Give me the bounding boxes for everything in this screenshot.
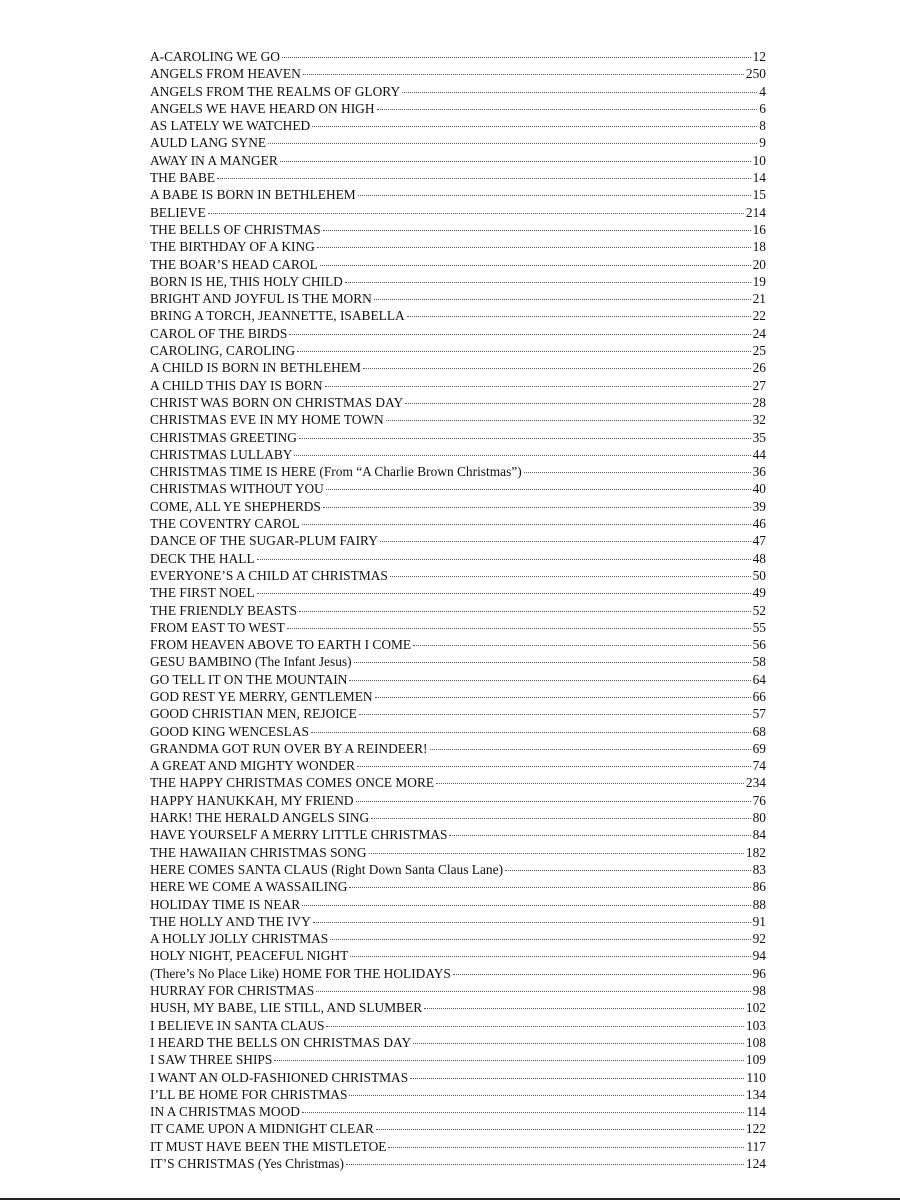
toc-entry-title: THE BABE (150, 170, 216, 186)
toc-entry[interactable] (150, 411, 766, 428)
toc-entry-page-number: 35 (752, 429, 766, 445)
toc-entry[interactable] (150, 861, 766, 878)
dot-leader (375, 696, 751, 698)
dot-leader (257, 592, 751, 594)
toc-entry-page-number: 12 (752, 49, 766, 64)
dot-leader (349, 679, 750, 681)
dot-leader (287, 627, 751, 629)
toc-entry[interactable] (150, 844, 766, 861)
toc-entry-page-number: 14 (752, 170, 766, 186)
dot-leader (323, 506, 751, 508)
toc-entry[interactable] (150, 238, 766, 255)
toc-entry-title: BELIEVE (150, 204, 206, 220)
toc-entry-title: ANGELS FROM HEAVEN (150, 66, 301, 82)
dot-leader (297, 350, 751, 352)
toc-entry-page-number: 8 (759, 118, 766, 134)
dot-leader (323, 229, 751, 231)
toc-entry[interactable] (150, 498, 766, 515)
toc-entry[interactable] (150, 1034, 766, 1051)
toc-entry[interactable] (150, 359, 766, 376)
toc-entry-page-number: 32 (752, 412, 766, 428)
toc-entry-title: CAROL OF THE BIRDS (150, 325, 288, 341)
toc-entry-page-number: 26 (752, 360, 766, 376)
dot-leader (299, 437, 751, 439)
dot-leader (357, 765, 751, 767)
toc-entry-page-number: 250 (745, 66, 766, 82)
toc-entry-title: IT CAME UPON A MIDNIGHT CLEAR (150, 1121, 374, 1137)
toc-entry-page-number: 110 (746, 1069, 766, 1085)
dot-leader (436, 782, 744, 784)
toc-entry-title: FROM HEAVEN ABOVE TO EARTH I COME (150, 637, 412, 653)
dot-leader (363, 367, 751, 369)
dot-leader (317, 246, 751, 248)
toc-entry-page-number: 24 (752, 325, 766, 341)
toc-entry[interactable] (150, 463, 766, 480)
toc-entry[interactable] (150, 1086, 766, 1103)
toc-entry-page-number: 19 (752, 273, 766, 289)
toc-entry-title: GOD REST YE MERRY, GENTLEMEN (150, 688, 373, 704)
dot-leader (388, 1146, 744, 1148)
toc-entry-page-number: 109 (745, 1052, 766, 1068)
dot-leader (350, 955, 750, 957)
toc-entry-page-number: 10 (752, 152, 766, 168)
toc-entry-page-number: 234 (745, 775, 766, 791)
toc-entry-title: THE FRIENDLY BEASTS (150, 602, 297, 618)
toc-entry-page-number: 57 (752, 706, 766, 722)
dot-leader (294, 454, 750, 456)
toc-entry-page-number: 44 (752, 446, 766, 462)
toc-entry-page-number: 117 (746, 1138, 766, 1154)
dot-leader (377, 108, 758, 110)
toc-entry-title: HURRAY FOR CHRISTMAS (150, 983, 315, 999)
toc-entry[interactable] (150, 671, 766, 688)
toc-entry-title: CHRISTMAS GREETING (150, 429, 297, 445)
dot-leader (312, 125, 757, 127)
toc-entry[interactable] (150, 152, 766, 169)
dot-leader (449, 834, 750, 836)
toc-entry-page-number: 86 (752, 879, 766, 895)
toc-entry-title: AS LATELY WE WATCHED (150, 118, 311, 134)
toc-entry[interactable] (150, 550, 766, 567)
toc-entry-page-number: 52 (752, 602, 766, 618)
toc-entry[interactable] (150, 256, 766, 273)
toc-entry-title: A BABE IS BORN IN BETHLEHEM (150, 187, 356, 203)
toc-entry[interactable] (150, 947, 766, 964)
toc-entry-title: BRIGHT AND JOYFUL IS THE MORN (150, 291, 372, 307)
dot-leader (376, 1128, 744, 1130)
toc-entry[interactable] (150, 619, 766, 636)
toc-entry[interactable] (150, 134, 766, 151)
toc-entry-title: THE HOLLY AND THE IVY (150, 913, 311, 929)
toc-entry-page-number: 74 (752, 758, 766, 774)
toc-entry-title: HOLY NIGHT, PEACEFUL NIGHT (150, 948, 349, 964)
dot-leader (303, 73, 744, 75)
toc-entry[interactable] (150, 878, 766, 895)
toc-entry[interactable] (150, 204, 766, 221)
toc-entry[interactable] (150, 290, 766, 307)
dot-leader (386, 419, 751, 421)
dot-leader (505, 869, 751, 871)
toc-entry[interactable] (150, 723, 766, 740)
dot-leader (374, 298, 751, 300)
toc-entry-page-number: 6 (759, 100, 766, 116)
toc-entry[interactable] (150, 117, 766, 134)
toc-entry[interactable] (150, 48, 766, 65)
toc-entry-title: CHRISTMAS WITHOUT YOU (150, 481, 324, 497)
dot-leader (217, 177, 751, 179)
toc-entry[interactable] (150, 1103, 766, 1120)
toc-entry[interactable] (150, 602, 766, 619)
toc-entry-page-number: 15 (752, 187, 766, 203)
toc-entry-title: I WANT AN OLD-FASHIONED CHRISTMAS (150, 1069, 409, 1085)
toc-entry-page-number: 58 (752, 654, 766, 670)
dot-leader (208, 212, 744, 214)
toc-entry-page-number: 22 (752, 308, 766, 324)
toc-entry-page-number: 96 (752, 965, 766, 981)
toc-entry[interactable] (150, 705, 766, 722)
toc-entry-page-number: 56 (752, 637, 766, 653)
dot-leader (349, 886, 750, 888)
toc-entry-title: AWAY IN A MANGER (150, 152, 278, 168)
dot-leader (346, 1163, 744, 1165)
toc-entry[interactable] (150, 965, 766, 982)
dot-leader (453, 973, 751, 975)
dot-leader (302, 904, 750, 906)
toc-entry-page-number: 46 (752, 516, 766, 532)
toc-entry[interactable] (150, 83, 766, 100)
toc-entry-page-number: 21 (752, 291, 766, 307)
dot-leader (313, 921, 751, 923)
toc-entry-title: (There’s No Place Like) HOME FOR THE HOLIDAYS (150, 965, 451, 981)
dot-leader (316, 990, 750, 992)
toc-entry-title: HARK! THE HERALD ANGELS SING (150, 810, 370, 826)
toc-entry-title: CHRISTMAS EVE IN MY HOME TOWN (150, 412, 384, 428)
toc-entry[interactable] (150, 446, 766, 463)
toc-entry[interactable] (150, 913, 766, 930)
toc-entry-page-number: 39 (752, 498, 766, 514)
dot-leader (410, 1077, 744, 1079)
toc-entry-title: GO TELL IT ON THE MOUNTAIN (150, 671, 348, 687)
dot-leader (359, 713, 751, 715)
toc-entry-page-number: 50 (752, 567, 766, 583)
dot-leader (369, 852, 744, 854)
toc-entry-page-number: 69 (752, 740, 766, 756)
toc-entry-page-number: 28 (752, 394, 766, 410)
toc-entry-title: HAVE YOURSELF A MERRY LITTLE CHRISTMAS (150, 827, 448, 843)
toc-entry-page-number: 9 (759, 135, 766, 151)
dot-leader (320, 264, 751, 266)
toc-entry-title: BORN IS HE, THIS HOLY CHILD (150, 273, 343, 289)
dot-leader (326, 1025, 743, 1027)
dot-leader (354, 661, 751, 663)
toc-entry-page-number: 103 (745, 1017, 766, 1033)
dot-leader (268, 142, 757, 144)
toc-entry-page-number: 122 (745, 1121, 766, 1137)
toc-entry[interactable] (150, 394, 766, 411)
toc-entry-page-number: 83 (752, 861, 766, 877)
toc-entry-title: IT’S CHRISTMAS (Yes Christmas) (150, 1156, 344, 1171)
toc-entry[interactable] (150, 982, 766, 999)
toc-entry-title: GOOD KING WENCESLAS (150, 723, 309, 739)
toc-entry-title: IT MUST HAVE BEEN THE MISTLETOE (150, 1138, 387, 1154)
toc-entry[interactable] (150, 930, 766, 947)
toc-entry[interactable] (150, 515, 766, 532)
toc-entry-page-number: 18 (752, 239, 766, 255)
toc-entry-page-number: 16 (752, 221, 766, 237)
toc-entry-page-number: 48 (752, 550, 766, 566)
toc-entry-title: A CHILD IS BORN IN BETHLEHEM (150, 360, 361, 376)
toc-entry[interactable] (150, 584, 766, 601)
toc-entry-title: I BELIEVE IN SANTA CLAUS (150, 1017, 325, 1033)
toc-entry-title: ANGELS FROM THE REALMS OF GLORY (150, 83, 401, 99)
dot-leader (402, 91, 757, 93)
toc-entry-title: DECK THE HALL (150, 550, 255, 566)
toc-entry-title: A GREAT AND MIGHTY WONDER (150, 758, 356, 774)
dot-leader (413, 1042, 744, 1044)
toc-entry[interactable] (150, 342, 766, 359)
toc-entry-title: IN A CHRISTMAS MOOD (150, 1104, 300, 1120)
toc-entry-title: CAROLING, CAROLING (150, 343, 296, 359)
toc-entry[interactable] (150, 688, 766, 705)
toc-entry[interactable] (150, 1155, 766, 1172)
toc-entry[interactable] (150, 1120, 766, 1137)
toc-entry-title: HERE COMES SANTA CLAUS (Right Down Santa Claus Lane) (150, 861, 504, 877)
dot-leader (380, 540, 751, 542)
toc-entry[interactable] (150, 636, 766, 653)
toc-entry[interactable] (150, 567, 766, 584)
toc-entry-title: THE BIRTHDAY OF A KING (150, 239, 315, 255)
toc-entry[interactable] (150, 65, 766, 82)
toc-entry[interactable] (150, 999, 766, 1016)
toc-entry[interactable] (150, 325, 766, 342)
dot-leader (413, 644, 751, 646)
toc-entry-page-number: 80 (752, 810, 766, 826)
toc-entry-title: HAPPY HANUKKAH, MY FRIEND (150, 792, 354, 808)
toc-entry-page-number: 4 (759, 83, 766, 99)
toc-entry-page-number: 108 (745, 1034, 766, 1050)
toc-entry-title: GESU BAMBINO (The Infant Jesus) (150, 654, 352, 670)
toc-entry-page-number: 94 (752, 948, 766, 964)
toc-entry-title: THE HAPPY CHRISTMAS COMES ONCE MORE (150, 775, 435, 791)
toc-entry-title: GOOD CHRISTIAN MEN, REJOICE (150, 706, 357, 722)
toc-entry-page-number: 64 (752, 671, 766, 687)
dot-leader (430, 748, 751, 750)
toc-entry-title: CHRIST WAS BORN ON CHRISTMAS DAY (150, 394, 404, 410)
toc-entry-page-number: 182 (745, 844, 766, 860)
dot-leader (407, 315, 751, 317)
toc-entry-title: HOLIDAY TIME IS NEAR (150, 896, 301, 912)
toc-entry-title: ANGELS WE HAVE HEARD ON HIGH (150, 100, 375, 116)
toc-entry[interactable] (150, 307, 766, 324)
toc-entry-page-number: 47 (752, 533, 766, 549)
toc-entry-title: THE BOAR’S HEAD CAROL (150, 256, 318, 272)
toc-entry[interactable] (150, 480, 766, 497)
toc-entry-page-number: 124 (745, 1156, 766, 1171)
toc-entry-title: DANCE OF THE SUGAR-PLUM FAIRY (150, 533, 378, 549)
dot-leader (282, 56, 751, 58)
dot-leader (274, 1059, 744, 1061)
toc-entry[interactable] (150, 792, 766, 809)
toc-entry-page-number: 36 (752, 464, 766, 480)
dot-leader (356, 800, 751, 802)
dot-leader (524, 471, 751, 473)
toc-entry-page-number: 68 (752, 723, 766, 739)
dot-leader (371, 817, 750, 819)
toc-entry-page-number: 66 (752, 688, 766, 704)
toc-entry-page-number: 214 (745, 204, 766, 220)
toc-entry-title: CHRISTMAS LULLABY (150, 446, 293, 462)
toc-entry-title: HERE WE COME A WASSAILING (150, 879, 348, 895)
dot-leader (325, 385, 751, 387)
toc-entry[interactable] (150, 1017, 766, 1034)
toc-entry-page-number: 20 (752, 256, 766, 272)
toc-entry[interactable] (150, 186, 766, 203)
toc-entry[interactable] (150, 740, 766, 757)
toc-entry-page-number: 92 (752, 931, 766, 947)
toc-entry-page-number: 98 (752, 983, 766, 999)
dot-leader (345, 281, 751, 283)
dot-leader (280, 160, 751, 162)
dot-leader (302, 523, 751, 525)
toc-entry-page-number: 102 (745, 1000, 766, 1016)
toc-entry[interactable] (150, 1051, 766, 1068)
dot-leader (358, 194, 751, 196)
toc-entry-title: I SAW THREE SHIPS (150, 1052, 273, 1068)
dot-leader (330, 938, 750, 940)
toc-entry[interactable] (150, 653, 766, 670)
toc-entry-page-number: 76 (752, 792, 766, 808)
toc-entry-title: I’LL BE HOME FOR CHRISTMAS (150, 1086, 348, 1102)
toc-entry-title: THE FIRST NOEL (150, 585, 255, 601)
dot-leader (326, 488, 751, 490)
toc-entry-title: GRANDMA GOT RUN OVER BY A REINDEER! (150, 740, 428, 756)
toc-entry-title: THE BELLS OF CHRISTMAS (150, 221, 321, 237)
dot-leader (424, 1007, 744, 1009)
toc-entry-title: AULD LANG SYNE (150, 135, 267, 151)
table-of-contents (150, 48, 766, 1172)
dot-leader (257, 558, 751, 560)
toc-entry-title: A CHILD THIS DAY IS BORN (150, 377, 323, 393)
toc-entry[interactable] (150, 100, 766, 117)
toc-entry-page-number: 114 (746, 1104, 766, 1120)
toc-entry-title: A-CAROLING WE GO (150, 49, 280, 64)
toc-entry[interactable] (150, 896, 766, 913)
toc-entry[interactable] (150, 809, 766, 826)
toc-entry-title: EVERYONE’S A CHILD AT CHRISTMAS (150, 567, 388, 583)
toc-entry[interactable] (150, 273, 766, 290)
toc-entry[interactable] (150, 774, 766, 791)
dot-leader (349, 1094, 744, 1096)
toc-entry-title: THE HAWAIIAN CHRISTMAS SONG (150, 844, 367, 860)
dot-leader (390, 575, 751, 577)
toc-entry-page-number: 55 (752, 619, 766, 635)
toc-entry[interactable] (150, 1138, 766, 1155)
toc-entry[interactable] (150, 826, 766, 843)
toc-entry-title: COME, ALL YE SHEPHERDS (150, 498, 321, 514)
dot-leader (405, 402, 750, 404)
toc-entry[interactable] (150, 169, 766, 186)
toc-entry-title: THE COVENTRY CAROL (150, 516, 300, 532)
toc-entry[interactable] (150, 429, 766, 446)
toc-entry-page-number: 84 (752, 827, 766, 843)
toc-entry-page-number: 40 (752, 481, 766, 497)
toc-entry-title: A HOLLY JOLLY CHRISTMAS (150, 931, 329, 947)
toc-entry-page-number: 49 (752, 585, 766, 601)
toc-entry-title: FROM EAST TO WEST (150, 619, 285, 635)
toc-entry-page-number: 134 (745, 1086, 766, 1102)
toc-entry-title: I HEARD THE BELLS ON CHRISTMAS DAY (150, 1034, 412, 1050)
dot-leader (311, 731, 751, 733)
toc-entry[interactable] (150, 221, 766, 238)
toc-entry[interactable] (150, 532, 766, 549)
toc-entry-page-number: 27 (752, 377, 766, 393)
toc-entry-page-number: 88 (752, 896, 766, 912)
toc-entry-title: CHRISTMAS TIME IS HERE (From “A Charlie Brown Christmas”) (150, 464, 522, 480)
dot-leader (289, 333, 750, 335)
toc-entry[interactable] (150, 377, 766, 394)
dot-leader (302, 1111, 744, 1113)
toc-entry[interactable] (150, 757, 766, 774)
toc-entry-title: BRING A TORCH, JEANNETTE, ISABELLA (150, 308, 405, 324)
toc-entry-page-number: 25 (752, 343, 766, 359)
toc-entry-title: HUSH, MY BABE, LIE STILL, AND SLUMBER (150, 1000, 423, 1016)
toc-entry-page-number: 91 (752, 913, 766, 929)
toc-entry[interactable] (150, 1069, 766, 1086)
dot-leader (299, 610, 751, 612)
